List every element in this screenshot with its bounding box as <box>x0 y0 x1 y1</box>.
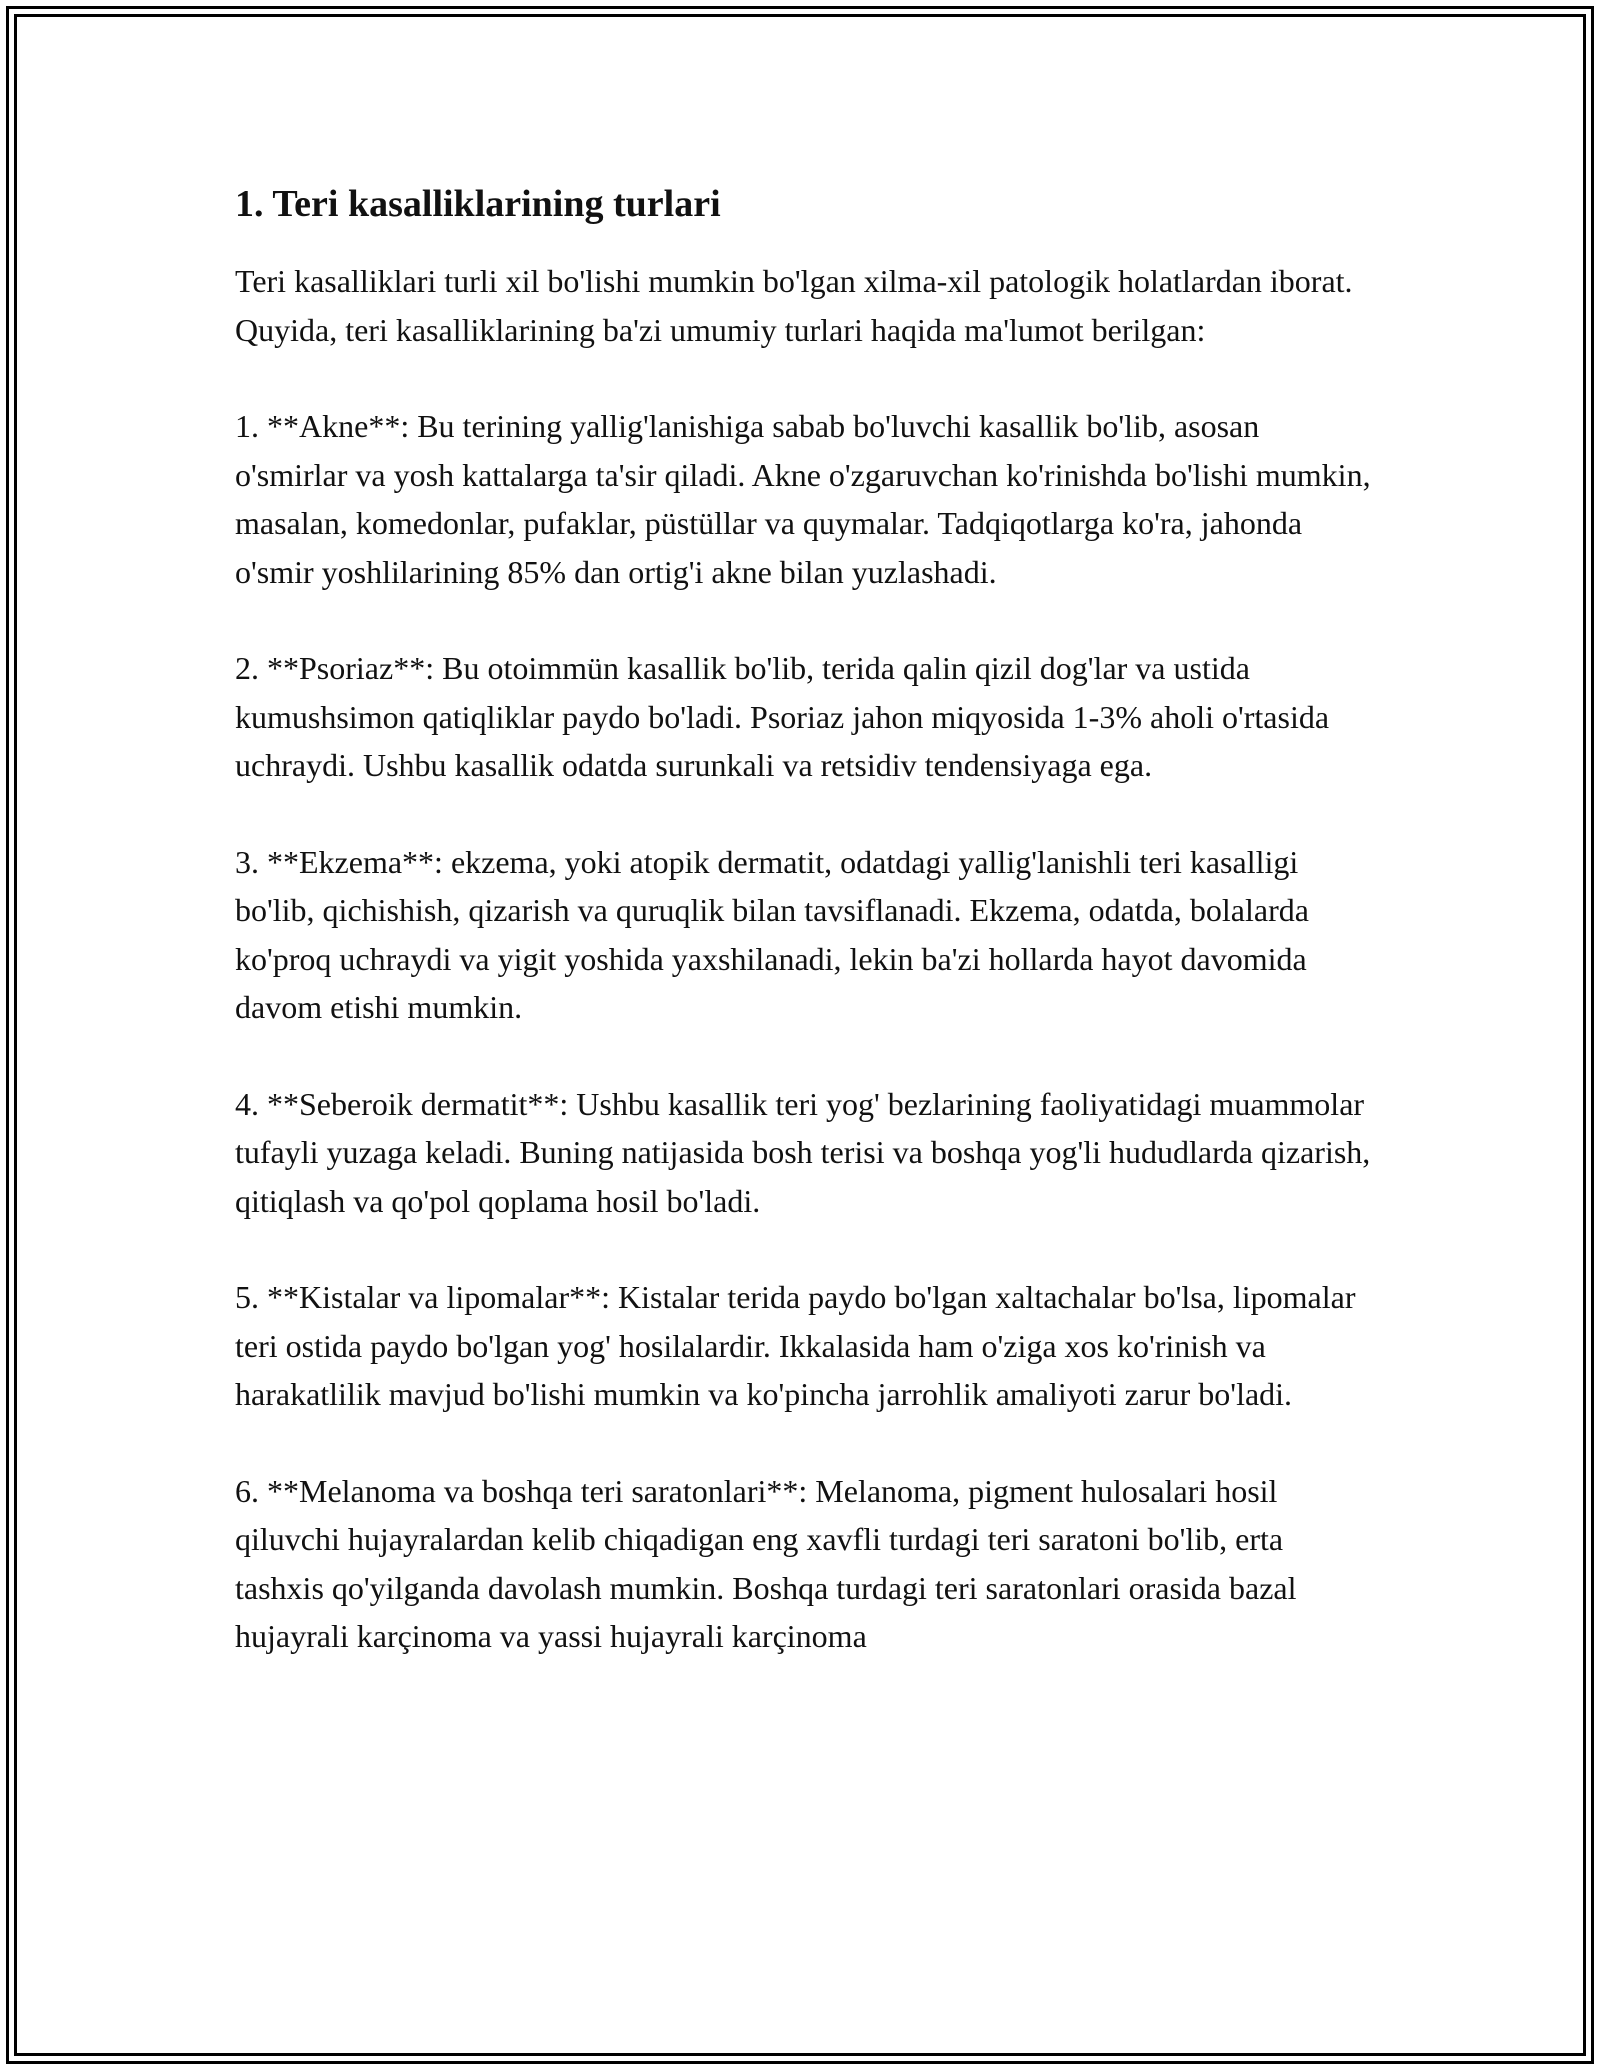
list-item-psoriaz: 2. **Psoriaz**: Bu otoimmün kasallik bo'lib, terida qalin qizil dog'lar va ustida kumushsimon qatiqliklar paydo bo'ladi. Psoriaz jahon miqyosida 1-3% aholi o'rtasida uchraydi. Ushbu kasallik odatda surunkali va retsidiv tendensiyaga ega. <box>235 650 1330 784</box>
list-item-akne: 1. **Akne**: Bu terining yallig'lanishiga sabab bo'luvchi kasallik bo'lib, asosan o'smirlar va yosh kattalarga ta'sir qiladi. Akne o'zgaruvchan ko'rinishda bo'lishi mumkin, masalan, komedonlar, pufaklar, püstüllar va quymalar. Tadqiqotlarga ko'ra, jahonda o'smir yoshlilarining 85% dan ortig'i akne bilan yuzlashadi. <box>235 408 1371 590</box>
intro-paragraph: Teri kasalliklari turli xil bo'lishi mumkin bo'lgan xilma-xil patologik holatlardan iborat. Quyida, teri kasalliklarining ba'zi umumiy turlari haqida ma'lumot berilgan: <box>235 263 1353 348</box>
list-item-ekzema: 3. **Ekzema**: ekzema, yoki atopik dermatit, odatdagi yallig'lanishli teri kasalligi bo'lib, qichishish, qizarish va quruqlik bilan tavsiflanadi. Ekzema, odatda, bolalarda ko'proq uchraydi va yigit yoshida yaxshilanadi, lekin ba'zi hollarda hayot davomida davom etishi mumkin. <box>235 843 1309 1026</box>
list-item-melanoma: 6. **Melanoma va boshqa teri saratonlari**: Melanoma, pigment hulosalari hosil qiluvchi hujayralardan kelib chiqadigan eng xavfli turdagi teri saratoni bo'lib, erta tashxis qo'yilganda davolash mumkin. Boshqa turdagi teri saratonlari orasida bazal hujayrali karçinoma va yassi hujayrali karçinoma <box>235 1472 1297 1655</box>
section-heading: 1. Teri kasalliklarining turlari <box>235 183 721 225</box>
list-item-seberoik-dermatit: 4. **Seberoik dermatit**: Ushbu kasallik teri yog' bezlarining faoliyatidagi muammolar tufayli yuzaga keladi. Buning natijasida bosh terisi va boshqa yog'li hududlarda qizarish, qitiqlash va qo'pol qoplama hosil bo'ladi. <box>235 1085 1371 1219</box>
list-item-kistalar-lipomalar: 5. **Kistalar va lipomalar**: Kistalar terida paydo bo'lgan xaltachalar bo'lsa, lipomalar teri ostida paydo bo'lgan yog' hosilalardir. Ikkalasida ham o'ziga xos ko'rinish va harakatlilik mavjud bo'lishi mumkin va ko'pincha jarrohlik amaliyoti zarur bo'ladi. <box>235 1279 1356 1413</box>
document-body <box>235 180 1375 1709</box>
